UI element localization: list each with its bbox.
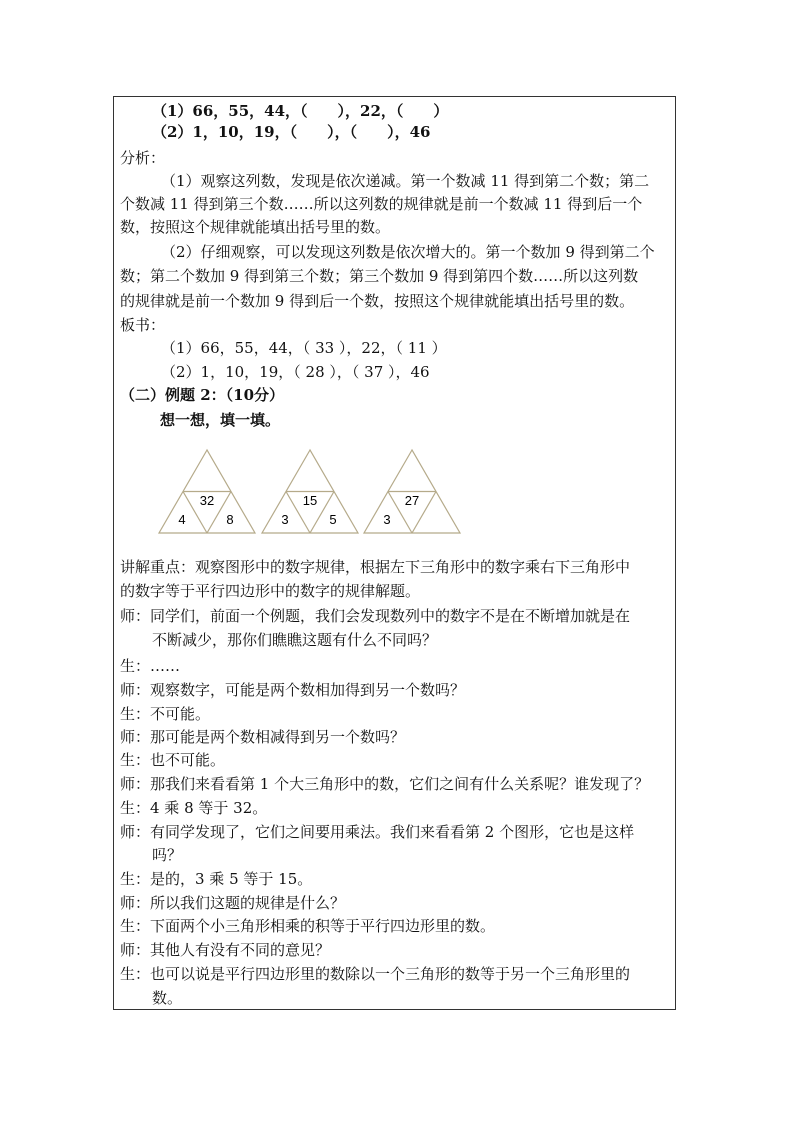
dialogue-line: 师：所以我们这题的规律是什么？ [120,894,346,912]
analysis-p1-line: 个数减 11 得到第三个数……所以这列数的规律就是前一个数减 11 得到后一个 [120,195,643,213]
parallelogram-number: 15 [302,493,318,508]
dialogue-line: 生：4 乘 8 等于 32。 [120,799,268,817]
dialogue-line: 生：…… [120,657,181,675]
board-heading: 板书： [120,316,166,334]
explain-line: 讲解重点：观察图形中的数字规律，根据左下三角形中的数字乘右下三角形中 [120,558,631,576]
analysis-p2-line: （2）仔细观察，可以发现这列数是依次增大的。第一个数加 9 得到第二个 [161,243,655,261]
dialogue-line: 生：不可能。 [120,705,211,723]
parallelogram-number: 27 [404,493,420,508]
analysis-p1-line: 数，按照这个规律就能填出括号里的数。 [120,218,391,236]
example-2-title: （二）例题 2：（10分） [120,386,285,404]
dialogue-line: 不断减少，那你们瞧瞧这题有什么不同吗？ [152,631,438,649]
dialogue-line: 生：是的，3 乘 5 等于 15。 [120,870,313,888]
analysis-p1-line: （1）观察这列数，发现是依次递减。第一个数减 11 得到第二个数；第二 [161,172,650,190]
dialogue-line: 师：其他人有没有不同的意见？ [120,941,331,959]
left-triangle-number: 3 [383,512,391,527]
analysis-heading: 分析： [120,149,166,167]
right-triangle-number: 8 [226,512,234,527]
question-1: （1）66，55，44，（ ），22，（ ） [152,102,449,120]
triangle-1 [159,450,255,533]
dialogue-line: 师：同学们，前面一个例题，我们会发现数列中的数字不是在不断增加就是在 [120,607,631,625]
question-2: （2）1，10，19，（ ），（ ），46 [152,123,431,141]
board-answer-2: （2）1，10，19，（ 28 ），（ 37 ），46 [161,363,430,381]
dialogue-line: 师：有同学发现了，它们之间要用乘法。我们来看看第 2 个图形，它也是这样 [120,823,635,841]
dialogue-line: 师：观察数字，可能是两个数相加得到另一个数吗？ [120,681,466,699]
analysis-p2-line: 数；第二个数加 9 得到第三个数；第三个数加 9 得到第四个数……所以这列数 [120,267,639,285]
dialogue-line: 吗？ [152,846,183,864]
right-triangle-number: 5 [329,512,337,527]
triangle-figure [150,440,470,540]
dialogue-line: 师：那可能是两个数相减得到另一个数吗？ [120,728,406,746]
parallelogram-number: 32 [199,493,215,508]
analysis-p2-line: 的规律就是前一个数加 9 得到后一个数，按照这个规律就能填出括号里的数。 [120,292,635,310]
left-triangle-number: 4 [178,512,186,527]
explain-line: 的数字等于平行四边形中的数字的规律解题。 [120,582,421,600]
example-2-instruction: 想一想，填一填。 [160,411,281,429]
triangle-3 [364,450,460,533]
dialogue-line: 生：下面两个小三角形相乘的积等于平行四边形里的数。 [120,917,496,935]
dialogue-line: 生：也可以说是平行四边形里的数除以一个三角形的数等于另一个三角形里的 [120,965,631,983]
triangle-2 [262,450,358,533]
left-triangle-number: 3 [281,512,289,527]
dialogue-line: 生：也不可能。 [120,751,226,769]
dialogue-line: 师：那我们来看看第 1 个大三角形中的数，它们之间有什么关系呢？谁发现了？ [120,775,650,793]
dialogue-line: 数。 [152,989,183,1007]
board-answer-1: （1）66，55，44，（ 33 ），22，（ 11 ） [161,339,447,357]
